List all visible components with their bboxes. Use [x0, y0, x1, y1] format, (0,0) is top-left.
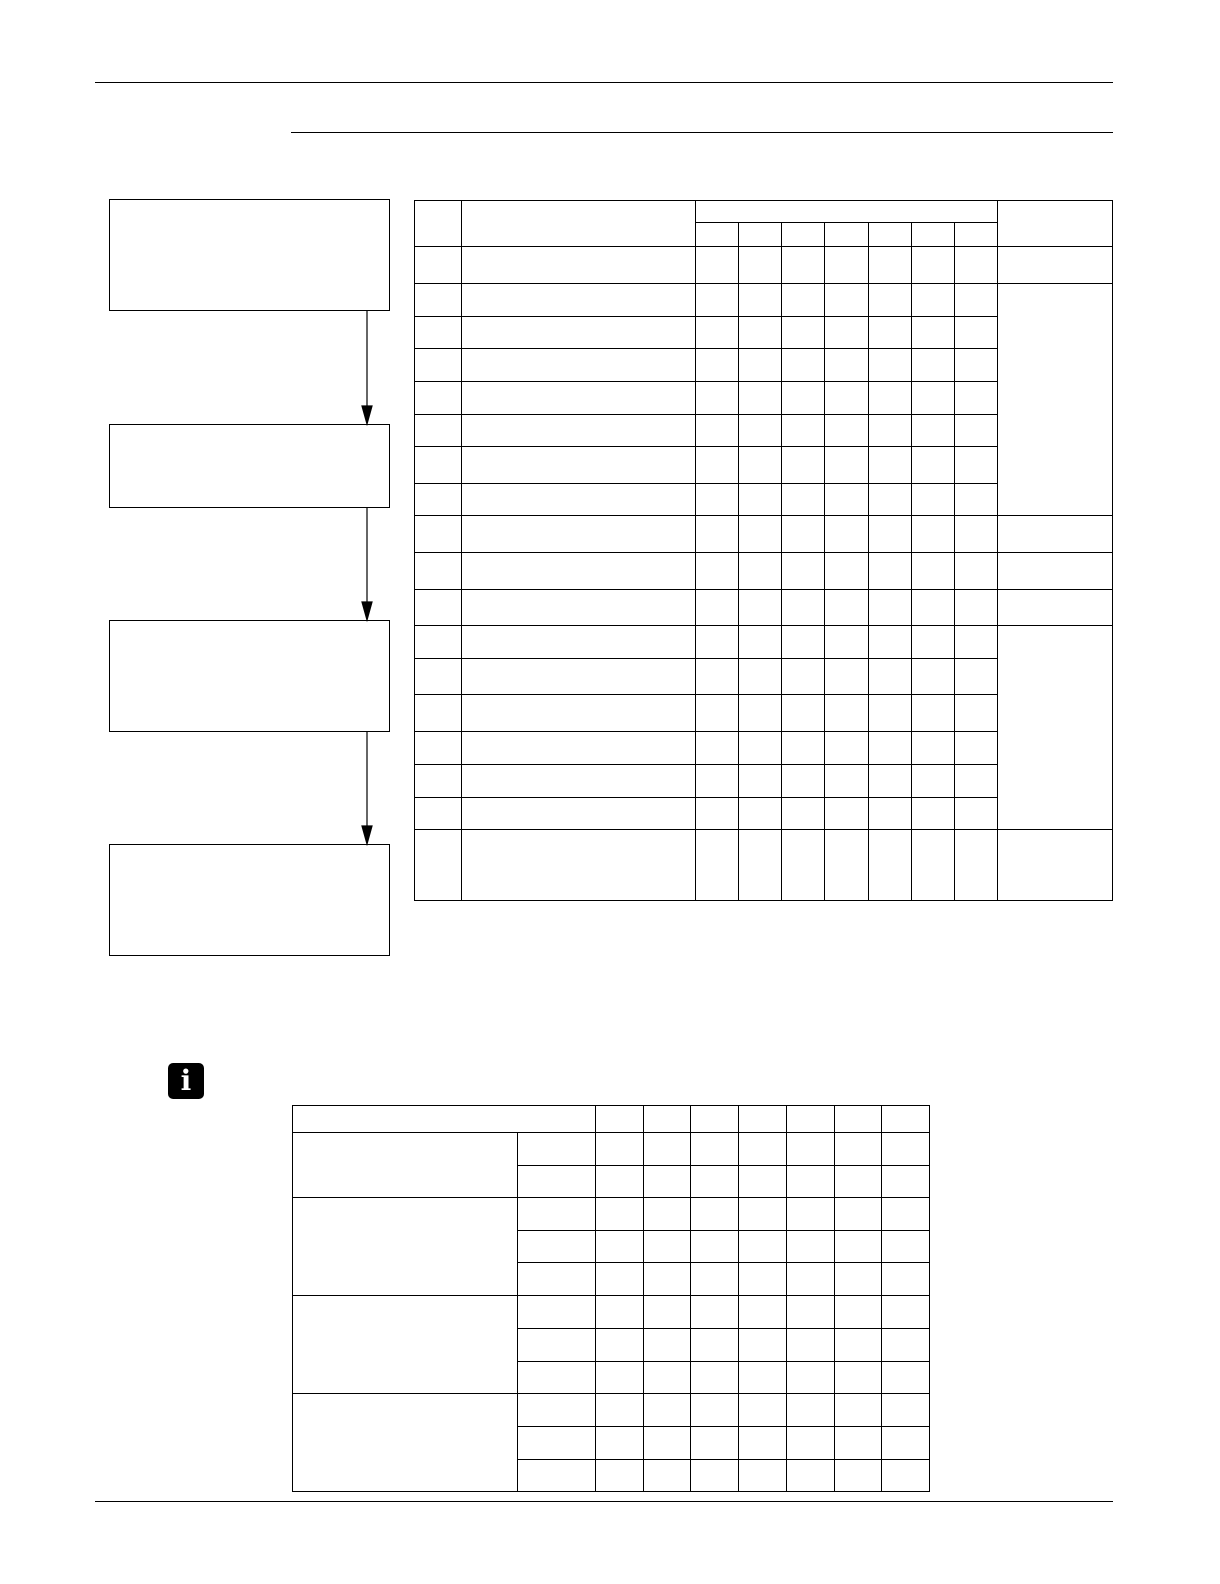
- table-2-border: [293, 1106, 930, 1492]
- info-icon: i: [168, 1063, 204, 1099]
